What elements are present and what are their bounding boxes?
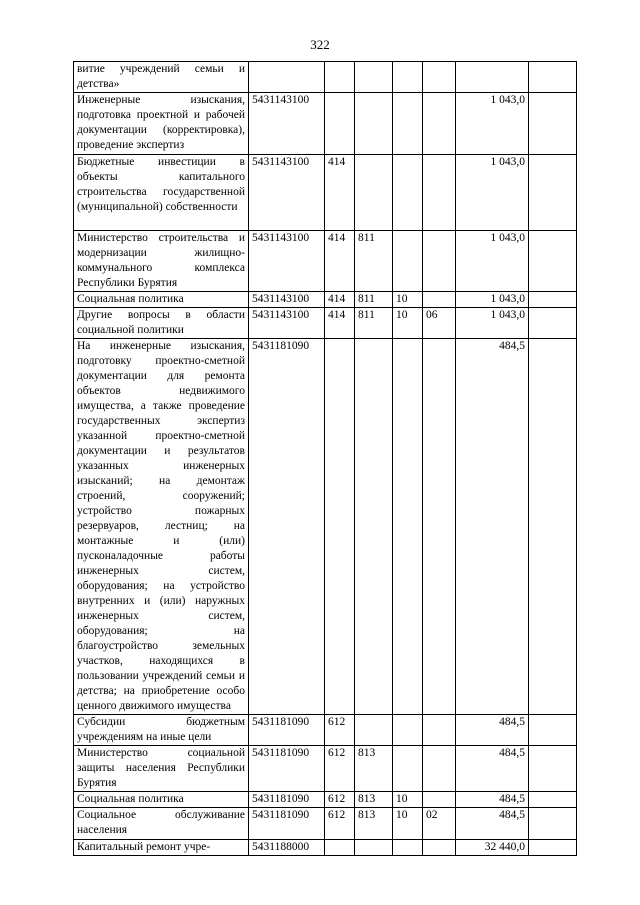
extra-column-cell (529, 715, 577, 746)
subsection-code-cell (423, 93, 456, 155)
section-code-cell (393, 231, 423, 292)
amount-cell: 1 043,0 (456, 155, 529, 231)
section-code-cell (393, 715, 423, 746)
amount-cell: 484,5 (456, 715, 529, 746)
extra-column-cell (529, 339, 577, 715)
ministry-code-cell: 811 (355, 308, 393, 339)
section-code-cell: 10 (393, 792, 423, 808)
extra-column-cell (529, 308, 577, 339)
table-row (74, 808, 577, 840)
table-row (74, 339, 577, 715)
row-name-cell: витие учреждений семьи и детства» (74, 62, 249, 93)
subsection-code-cell (423, 339, 456, 715)
table-row (74, 715, 577, 746)
ministry-code-cell (355, 155, 393, 231)
extra-column-cell (529, 840, 577, 856)
subsection-code-cell (423, 292, 456, 308)
ministry-code-cell: 813 (355, 792, 393, 808)
extra-column-cell (529, 292, 577, 308)
budget-table (73, 61, 577, 856)
extra-column-cell (529, 808, 577, 840)
row-name-cell: Социальное обслуживание населения (74, 808, 249, 840)
expense-type-code-cell: 612 (325, 808, 355, 840)
target-article-code-cell: 5431181090 (249, 746, 325, 792)
section-code-cell (393, 155, 423, 231)
table-row (74, 840, 577, 856)
row-name-cell: Инженерные изыскания, подготовка проектной и рабочей документации (корректировка), проведение экспертиз (74, 93, 249, 155)
table-body (74, 62, 577, 856)
amount-cell: 484,5 (456, 746, 529, 792)
expense-type-code-cell: 414 (325, 155, 355, 231)
table-row (74, 792, 577, 808)
table-row (74, 308, 577, 339)
expense-type-code-cell: 414 (325, 231, 355, 292)
section-code-cell (393, 93, 423, 155)
table-row (74, 746, 577, 792)
amount-cell: 32 440,0 (456, 840, 529, 856)
amount-cell: 1 043,0 (456, 93, 529, 155)
section-code-cell: 10 (393, 308, 423, 339)
amount-cell: 484,5 (456, 792, 529, 808)
amount-cell: 484,5 (456, 339, 529, 715)
subsection-code-cell: 06 (423, 308, 456, 339)
extra-column-cell (529, 746, 577, 792)
table-row (74, 155, 577, 231)
expense-type-code-cell: 414 (325, 308, 355, 339)
extra-column-cell (529, 62, 577, 93)
extra-column-cell (529, 155, 577, 231)
row-name-cell: На инженерные изыскания, подготовку проектно-сметной документации для ремонта объектов недвижимого имущества, а также проведение государственных экспертиз указанной проектно-сметной документации и результатов указанных инженерных изысканий; на демонтаж строений, сооружений; устройство пожарных резервуаров, лестниц; на монтажные и (или) пусконаладочные работы инженерных систем, оборудования; на устройство внутренних и (или) наружных инженерных систем, оборудования; на благоустройство земельных участков, находящихся в пользовании учреждений семьи и детства; на приобретение особо ценного движимого имущества (74, 339, 249, 715)
amount-cell: 1 043,0 (456, 308, 529, 339)
ministry-code-cell: 811 (355, 231, 393, 292)
target-article-code-cell: 5431143100 (249, 308, 325, 339)
subsection-code-cell (423, 746, 456, 792)
section-code-cell: 10 (393, 292, 423, 308)
section-code-cell (393, 746, 423, 792)
expense-type-code-cell (325, 62, 355, 93)
ministry-code-cell: 811 (355, 292, 393, 308)
ministry-code-cell (355, 715, 393, 746)
target-article-code-cell: 5431181090 (249, 808, 325, 840)
row-name-cell: Бюджетные инвестиции в объекты капитального строительства государственной (муниципальной) собственности (74, 155, 249, 231)
section-code-cell (393, 840, 423, 856)
page-number: 322 (310, 37, 330, 52)
expense-type-code-cell: 612 (325, 746, 355, 792)
target-article-code-cell: 5431188000 (249, 840, 325, 856)
ministry-code-cell (355, 339, 393, 715)
target-article-code-cell: 5431181090 (249, 339, 325, 715)
expense-type-code-cell: 612 (325, 715, 355, 746)
expense-type-code-cell: 414 (325, 292, 355, 308)
target-article-code-cell: 5431143100 (249, 292, 325, 308)
subsection-code-cell (423, 155, 456, 231)
expense-type-code-cell (325, 93, 355, 155)
expense-type-code-cell (325, 840, 355, 856)
expense-type-code-cell (325, 339, 355, 715)
subsection-code-cell (423, 792, 456, 808)
table-row (74, 292, 577, 308)
row-name-cell: Министерство строительства и модернизации жилищно-коммунального комплекса Республики Бурятия (74, 231, 249, 292)
section-code-cell (393, 339, 423, 715)
row-name-cell: Социальная политика (74, 292, 249, 308)
target-article-code-cell: 5431143100 (249, 93, 325, 155)
amount-cell: 484,5 (456, 808, 529, 840)
section-code-cell (393, 62, 423, 93)
row-name-cell: Социальная политика (74, 792, 249, 808)
target-article-code-cell: 5431181090 (249, 792, 325, 808)
extra-column-cell (529, 93, 577, 155)
table-row (74, 62, 577, 93)
ministry-code-cell (355, 840, 393, 856)
amount-cell (456, 62, 529, 93)
subsection-code-cell (423, 231, 456, 292)
ministry-code-cell (355, 93, 393, 155)
ministry-code-cell: 813 (355, 808, 393, 840)
subsection-code-cell (423, 62, 456, 93)
table-row (74, 231, 577, 292)
subsection-code-cell: 02 (423, 808, 456, 840)
target-article-code-cell (249, 62, 325, 93)
amount-cell: 1 043,0 (456, 292, 529, 308)
row-name-cell: Министерство социальной защиты населения Республики Бурятия (74, 746, 249, 792)
row-name-cell: Субсидии бюджетным учреждениям на иные цели (74, 715, 249, 746)
extra-column-cell (529, 792, 577, 808)
ministry-code-cell (355, 62, 393, 93)
target-article-code-cell: 5431143100 (249, 231, 325, 292)
target-article-code-cell: 5431143100 (249, 155, 325, 231)
expense-type-code-cell: 612 (325, 792, 355, 808)
section-code-cell: 10 (393, 808, 423, 840)
amount-cell: 1 043,0 (456, 231, 529, 292)
subsection-code-cell (423, 715, 456, 746)
extra-column-cell (529, 231, 577, 292)
table-row (74, 93, 577, 155)
subsection-code-cell (423, 840, 456, 856)
row-name-cell: Капитальный ремонт учре- (74, 840, 249, 856)
target-article-code-cell: 5431181090 (249, 715, 325, 746)
ministry-code-cell: 813 (355, 746, 393, 792)
row-name-cell: Другие вопросы в области социальной политики (74, 308, 249, 339)
